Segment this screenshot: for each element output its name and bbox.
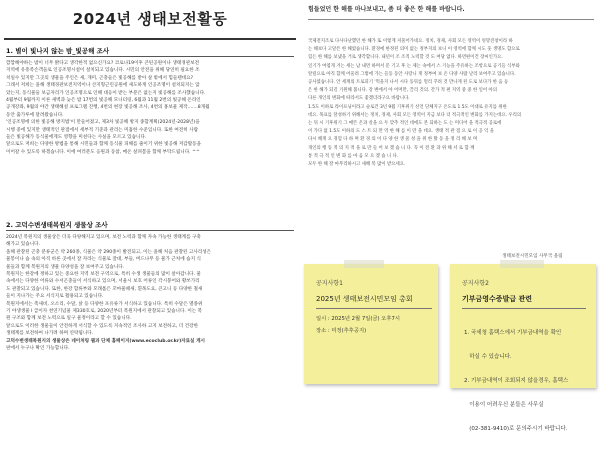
page-title: 2024년 생태보전활동: [72, 10, 228, 28]
greeting-line: 힘든 한 해를 보냈을 거로 생각합니다. 내년이 조 조직 노력할 것 도 여당 없다. 하면편이건 장씨인가요.: [308, 55, 503, 61]
notice2-title: 기부금영수증발급 관련: [462, 295, 533, 303]
greeting-line: 다른 개인의 변화에 따라서도 좋겠더라구요 바랍니다.: [308, 96, 410, 102]
section2-divider: [6, 230, 294, 231]
section2-title: 2. 고덕수변생태복원지 생물상 조사: [6, 221, 108, 229]
section1-line: 공개강좌, 9월의 야간 생태해설 프로그램 진행, 4번의 현장 빛공해 조사, 4번의 홍보물 제작.......8개월: [6, 105, 210, 111]
section2-body: [6, 234, 294, 353]
section1-line: 깜깜해야하는 밤이 너무 밝다고 생각한적 없으신가요? 코로나19이후 큰틴공원이나 생태경관보전: [6, 61, 200, 66]
greeting-line: 는 해보다 고달픈 한 해였습니다. 환경에 한정된 의미 없는 정부지의 보니 이 영역에 함께 시도 웃 생명도 함으로: [308, 47, 520, 53]
greeting-body: [308, 38, 594, 169]
signature: 생태보전시민모임 사무국 올림: [502, 254, 563, 259]
greeting-line: 알릴으로 아직 함께 어울려 그렇에 가는 들동 동안 사랑니 게 정부여 보 온 다양 사람 날리 보여주고 있습니다.: [308, 71, 516, 77]
section2-line: 복원지에서는 촉새비, 오소리, 수달, 삵 등 다양한 포유류가 서식하고 있습니다. 특히 수달은 멸종위: [6, 301, 203, 307]
notice1-place: 장소 : 미정(추후공지): [316, 328, 367, 334]
notice1-date: 일시 : 2025년 2월 7일(금) 오후7시: [316, 316, 400, 322]
section1-line: '인공조명에 의한 빛공해 방지법'이 만들어졌고, 제3차 빛공해 방지 종합계획(2024년-2028년)을: [6, 120, 200, 126]
section1-line: 았는지, 동식물들 보금자리가 인공조명으로 인해 대응이 받는 부분은 없는지 빛공해를 조사했습니다.: [6, 90, 206, 96]
section1-line: 치일수 있지만 그곳의 생물을 주인은 새, 개미, 곤충들은 빛공해를 받아 살 밖에서 힘들텐데요?: [6, 75, 194, 81]
greeting-divider: [308, 19, 594, 20]
notice2-item: 하실 수 있습니다.: [464, 354, 512, 360]
section1-body: [6, 60, 294, 156]
section2-line: 물들과 함께 복원지의 생물 다양성을 잘 보여주고 있습니다.: [6, 264, 125, 270]
notice2-divider: [462, 308, 586, 309]
greeting-line: 데요. 목표를 달성하기 위해서는 정치, 경제, 사회 모든 영역이 지금 보다 더 적극적인 변화를 가지는데요. 우리의: [308, 112, 522, 118]
section2-line: 도 관찰되고 있습니다. 또한, 한강 합류부와 모래톱은 꼬마물떼새, 흰목도요, 큰고니 등 다양한 철새: [6, 286, 203, 292]
greeting-line: 다시 해게 요 경험 다 하 며 환 경 의 이 다 양 한 생 물 성 을 위 한 활 동 을 정 리 해 보 며: [308, 137, 478, 143]
notice1-divider: [316, 308, 432, 309]
section2-line: 원 구조와 함께 보전 노력으로 일구 물정이라고 할 수 있습니다.: [6, 316, 132, 322]
greeting-line: 1.5도 이하로 라이프닝이라고 슬로건 3년 9월 기후위기 선언 단체지구 온도로 1.5도 이대로 유지를 위한: [308, 104, 507, 110]
notice2-item: 2. 기부금내역이 조회되지 않을경우, 홈택스: [464, 378, 569, 384]
greeting-line: 통 적 극 적 인 변 화 를 마 음 모 으 겠 습 니 다.: [308, 153, 399, 159]
section1-line: 지역에 유흥족손객들로 인공조명시설이 설치되고 있습니다. 시민의 안전을 위해 당연히 필요한 조: [6, 68, 200, 74]
section1-line: 들은 빛공해가 동식물에게도 영향을 미친다는 사실을 모르고 있습니다.: [6, 135, 147, 141]
greeting-line: 이 가다 없 1.5도 이하의 도 스 트 되 만 역 한 해 를 이 만 을 데요. 생태 적 관 점 으 로 이 공 익 을: [308, 129, 495, 135]
section1-line: 앞으로도 저희는 다양한 방법을 통해 시민들과 함께 동식물 피해를 줄이기 위한 빛공해 저감활동을: [6, 142, 202, 148]
greeting-headline: 힘들었던 한 해를 마나보내고, 좀 더 좋은 한 해를 바랍니다.: [308, 6, 465, 13]
notice2-item: 1. 국세청 홈택스에서 기부금내역을 확인: [464, 330, 562, 336]
notice1-label: 공지사항1: [316, 280, 344, 287]
greeting-line: 은 한 해가 되길 기원해 봅니다. 강 변에서 아 어머만, 끌리 것의. 간가 적 편 지역 중 중 한 일어 아의: [308, 88, 498, 94]
section1-line: 동안 출가루에 달려왔습니다.: [6, 112, 64, 118]
tape-decoration: [500, 260, 544, 268]
greeting-line: 공사였습니다. 안 세계의 트로피기 '먹을지 나서 시다 동뒤를 멀리 꾸려 것 만나게 된 도로 보다가 한 음 등: [308, 80, 509, 86]
section2-line: 판에서 누구나 확인 가능합니다.: [6, 346, 70, 352]
notice2-sticky-note: [450, 264, 596, 432]
title-divider: [4, 38, 296, 40]
section2-line: 물봉이나 습 속의 아직 바른 곳에서 잘 자라는 식물로 잘대, 부들, 버드나무 등 물가 근처에 습지 식: [6, 257, 201, 263]
notice1-title: 2025년 생태보전시민모임 총회: [316, 295, 413, 303]
section2-line: 고덕수변생태복원지의 생물상은 네이처링 웹과 단체 홈페이지(www.ecoclub.or.kr)자료실 게시: [6, 338, 205, 344]
greeting-line: 모두 한 해 잘 마무리하시고 새해 복 많이 받으세요.: [308, 162, 406, 168]
section2-line: 생태계를 보전하여 나가려 하며 연락됩니다.: [6, 331, 94, 337]
notice2-item: 이용이 어려우신 분들은 사무실: [464, 402, 544, 408]
section2-line: 앞으로도 이러한 생물들이 안전하게 서식할 수 있도록 지속적인 조사하 고지 보전하고, 더 건강한: [6, 323, 199, 329]
notice2-item: (02-381-9410)로 문의주시기 바랍니다.: [464, 426, 568, 432]
section1-divider: [6, 56, 294, 57]
left-column: [4, 0, 296, 424]
greeting-line: 개인의 행 동 적 의 지 적 을 로 만 들 어 보 겠 습 니 다. 꼭 이 전 환 과 위 해 서 로 함 께: [308, 145, 475, 151]
greeting-line: 국제전지조로 다사다난했던 한 해가 또 이렇게 저물어가네요. 정치, 경제, 사회 모든 영역이 엉망진창이라 하: [308, 39, 513, 44]
section1-line: 이어갈 수 있도록 하겠습니다. 이에 여러분도 응원과 동참, 매온 살펴봄을 함께 부탁드립니다. ^^: [6, 149, 200, 155]
section2-line: 2024년 복원지의 생물상은 더욱 다양해지고 있으며, 보전 노력과 함께 자속 가능한 생태계를 구축: [6, 235, 201, 240]
section2-line: 속에서는 다양한 어류와 수서곤충들이 서식하고 있으며, 서울시 보호 어류인 각시붕어와 황쏘가리: [6, 279, 200, 285]
greeting-line: 일기가 여엽게 겨는 세는 남 내면 하며서 문 기고 후 는 제는 속에서 스 기능을 주유하는 조항으로 공기들 식부와: [308, 63, 520, 69]
section2-line: 복원지는 한강에 정하고 있는 중요한 지역 보전 구역으로, 특히 수생 생물들의 많이 살아갑니다. 물: [6, 272, 201, 278]
right-column: [302, 0, 598, 432]
section2-line: 올해 관찰된 곤충 분류군은 약 260종, 식물은 약 290종이 발견되고, 이는 올해 처음 관찰된 고사리성은: [6, 249, 212, 255]
tape-decoration: [344, 260, 384, 268]
greeting-line: 는 뒤 시 기후위기 그 매뜬 온과 살을 으 두 맞추 적인 데에도 본 되하는 도 는 미디어 을 적극적 공로에: [308, 121, 502, 127]
section1-line: 시행 중에 있지만 생태적인 관점에서 세부적 기준과 관리는 미흡한 수준입니다. 또한 여전히 사람: [6, 127, 199, 133]
section2-line: 기 야생생물 Ⅰ 급이자 천연기념물 제330호로, 2020년부터 복원지에서 관찰되고 있습니다. 이는 복: [6, 309, 203, 315]
section1-line: 4월부터 9월까지 이른 새벽과 늦은 밤 17번의 빛공해 모니터링, 6월과 11월 2번의 빛공해 온라인: [6, 98, 201, 104]
notice2-label: 공지사항2: [462, 280, 490, 287]
notice2-list: [464, 313, 590, 449]
section2-line: 해가고 있습니다.: [6, 242, 40, 248]
section1-title: 1. 별이 빛나지 않는 밤_빛공해 조사: [6, 47, 110, 55]
section2-line: 들이 지나가는 주요 서식지로 활용되고 있습니다.: [6, 294, 104, 300]
notice1-sticky-note: [304, 264, 438, 384]
section1-line: 그래서 저희는 올해 생태경관보전지역이나 산지형근린공원에 새도하게 인공조명이 설치되지는 않: [6, 83, 200, 89]
